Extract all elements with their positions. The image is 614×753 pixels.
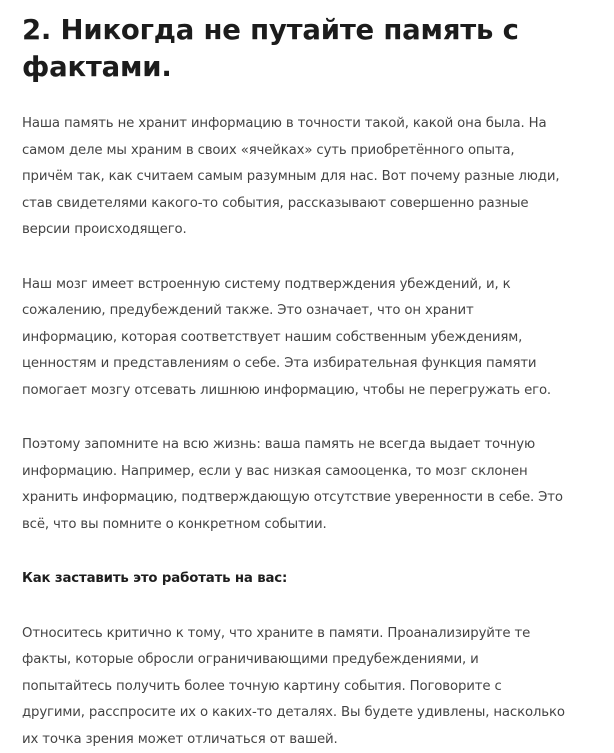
text-line: всё, что вы помните о конкретном событии. [22,512,606,539]
text-line: Наш мозг имеет встроенную систему подтверждения убеждений, и, к [22,272,606,299]
text-line: ценностям и представлениям о себе. Эта избирательная функция памяти [22,351,606,378]
text-line: информацию, которая соответствует нашим собственным убеждениям, [22,325,606,352]
paragraph-remember [22,432,606,538]
text-line: попытайтесь получить более точную картину события. Поговорите с [22,674,606,701]
text-line: став свидетелями какого-то события, рассказывают совершенно разные [22,191,606,218]
title-line: 2. Никогда не путайте память с [22,12,606,49]
text-line: Относитесь критично к тому, что храните в памяти. Проанализируйте те [22,621,606,648]
paragraph-advice [22,621,606,753]
text-line: хранить информацию, подтверждающую отсутствие уверенности в себе. Это [22,485,606,512]
how-to-subheading: Как заставить это работать на вас: [22,566,606,593]
text-line: информацию. Например, если у вас низкая самооценка, то мозг склонен [22,459,606,486]
text-line: факты, которые обросли ограничивающими предубеждениями, и [22,647,606,674]
paragraph-belief-system [22,272,606,405]
text-line: Поэтому запомните на всю жизнь: ваша память не всегда выдает точную [22,432,606,459]
text-line: их точка зрения может отличаться от вашей. [22,727,606,753]
title-line: фактами. [22,49,606,86]
section-title [22,12,606,86]
text-line: помогает мозгу отсевать лишнюю информацию, чтобы не перегружать его. [22,378,606,405]
text-line: причём так, как считаем самым разумным для нас. Вот почему разные люди, [22,164,606,191]
text-line: самом деле мы храним в своих «ячейках» суть приобретённого опыта, [22,138,606,165]
article [22,12,606,753]
text-line: другими, расспросите их о каких-то деталях. Вы будете удивлены, насколько [22,700,606,727]
text-line: сожалению, предубеждений также. Это означает, что он хранит [22,298,606,325]
text-line: Наша память не хранит информацию в точности такой, какой она была. На [22,111,606,138]
paragraph-memory-essence [22,111,606,244]
text-line: версии происходящего. [22,217,606,244]
